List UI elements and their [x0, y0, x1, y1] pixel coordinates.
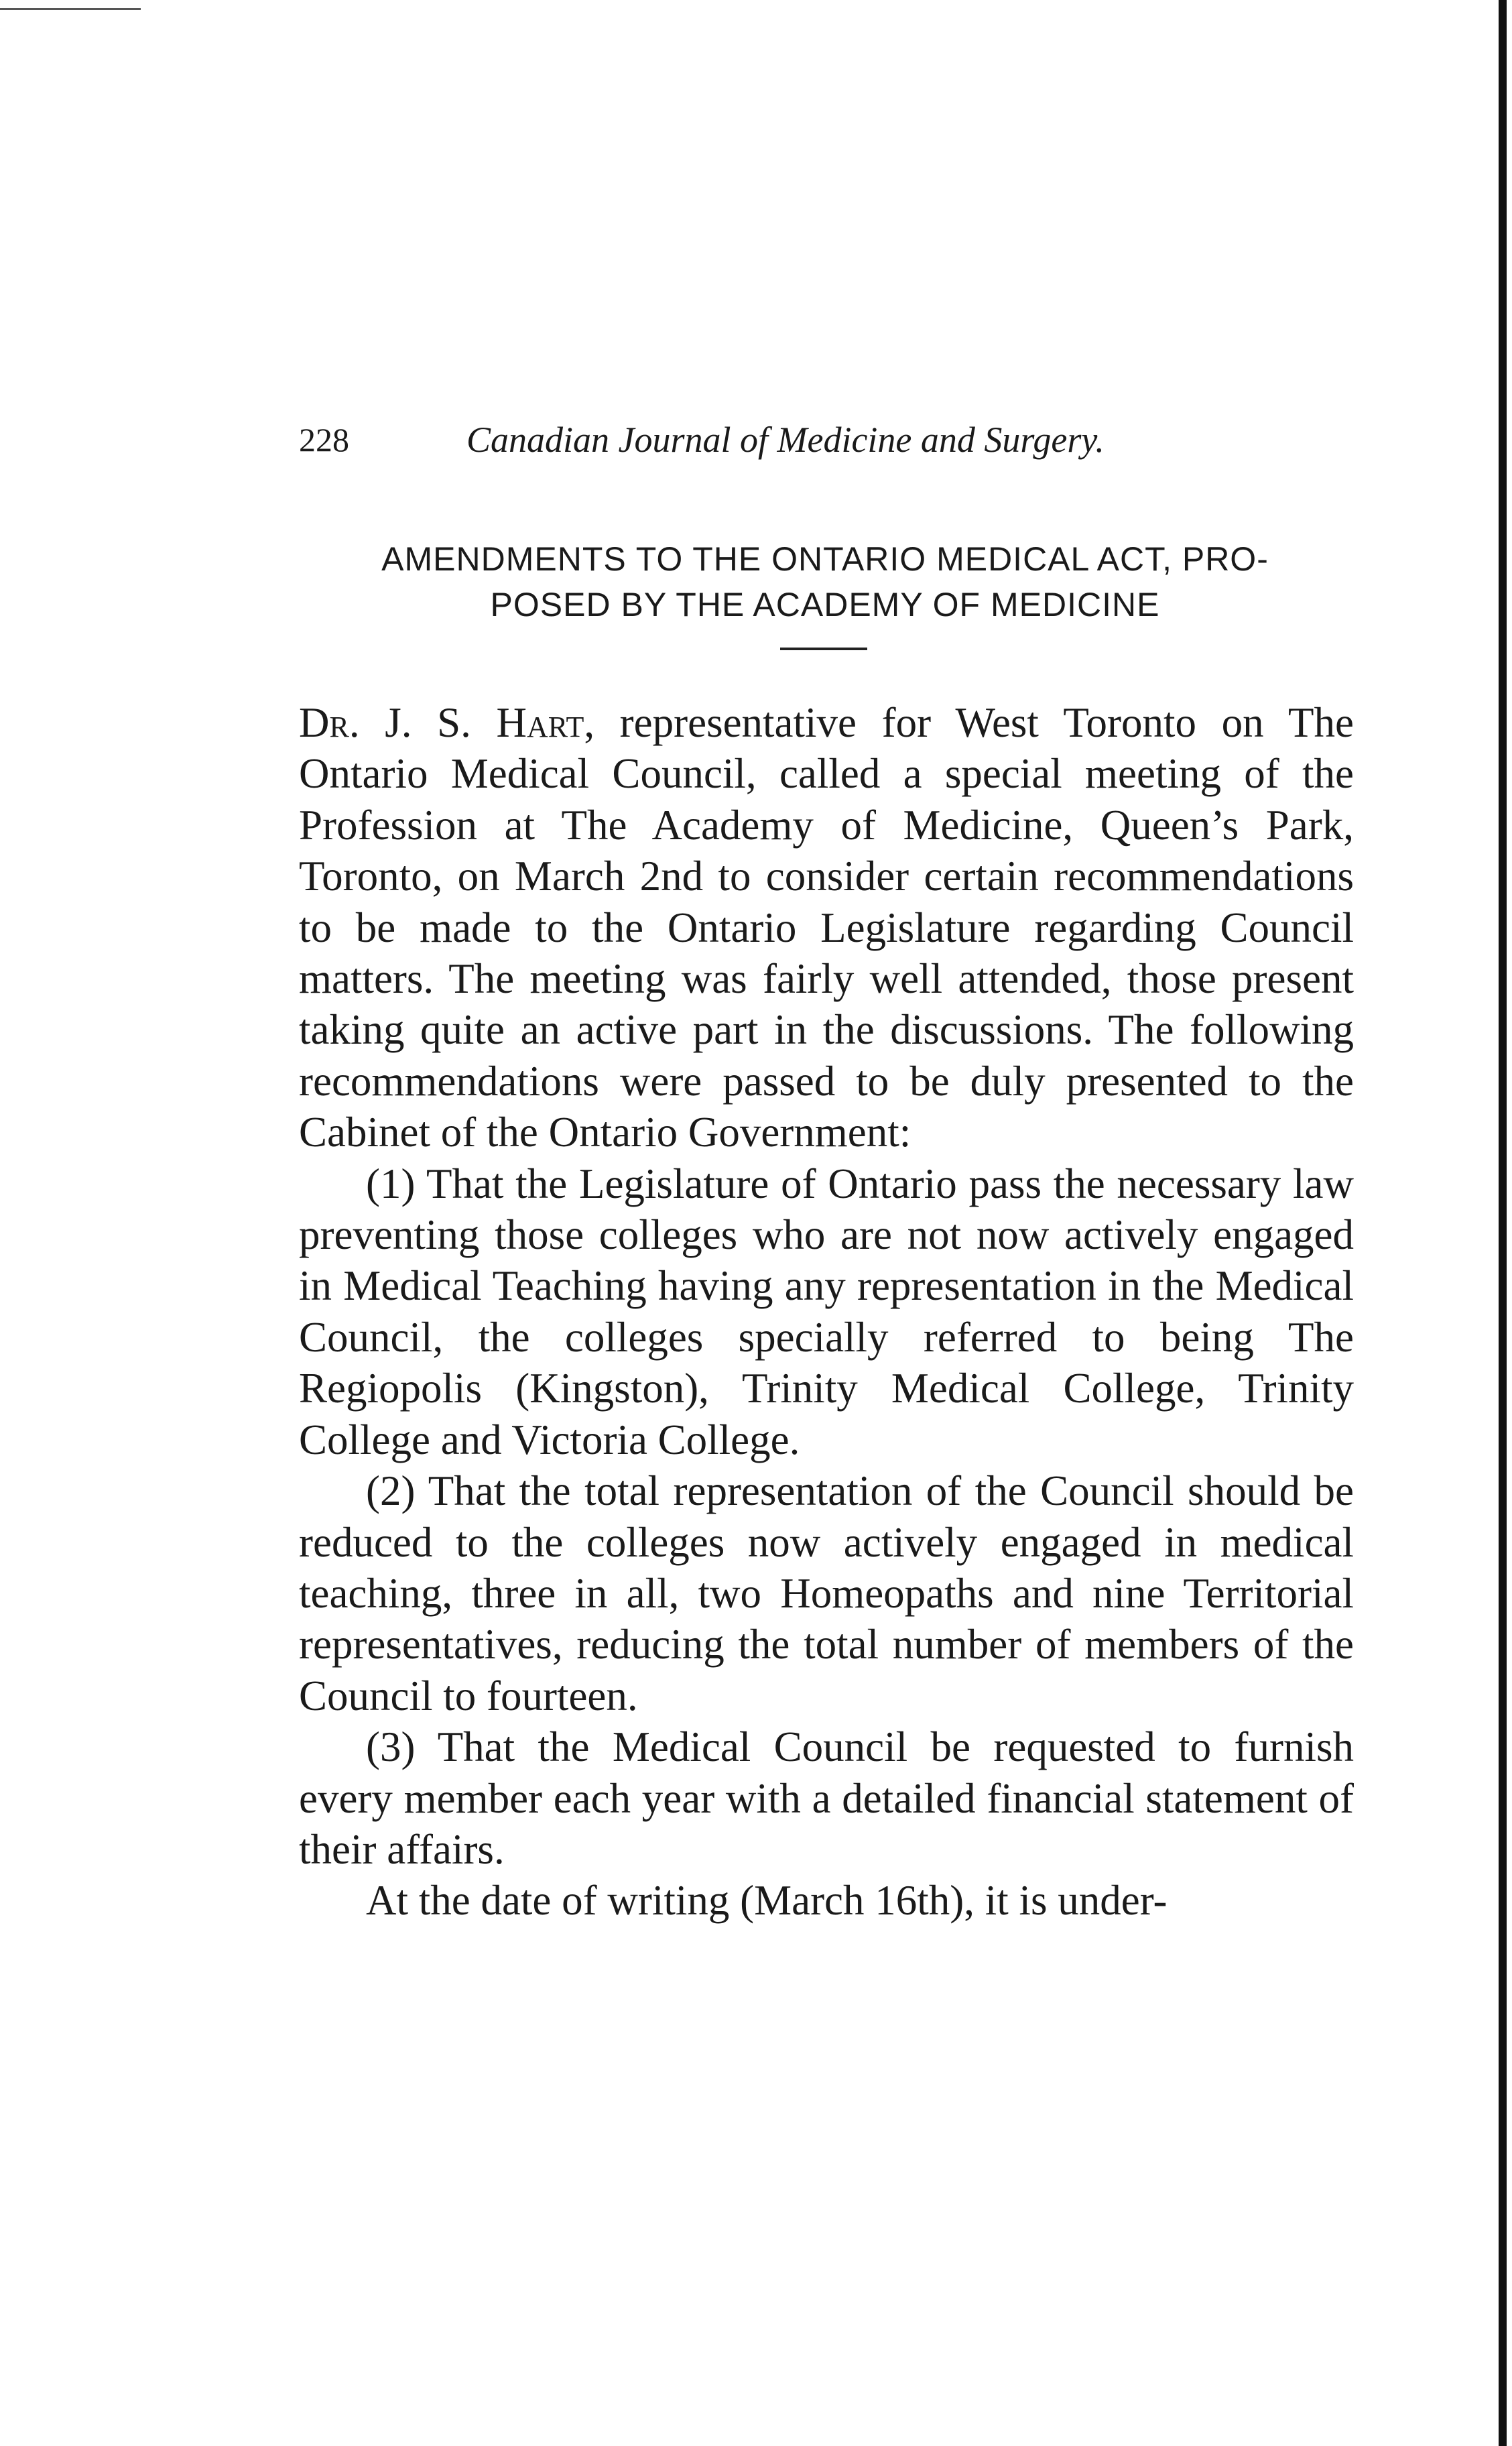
page-header — [299, 420, 1351, 467]
article-title-line-1: AMENDMENTS TO THE ONTARIO MEDICAL ACT, PRO- — [381, 540, 1269, 578]
paragraph-recommendation-2: (2) That the total representation of the Council should be reduced to the colleges now actively engaged in medical teaching, three in all, two Homeopaths and nine Territorial representatives, reducing the total number of members of the Council to fourteen. — [299, 1467, 1354, 1719]
paragraph-intro — [299, 697, 1354, 1158]
scan-right-edge — [1499, 0, 1507, 2446]
paragraph-intro-text: representative for West Toronto on The Ontario Medical Council, called a special meeting of the Profession at The Academy of Medicine, Queen’s Park, Toronto, on March 2nd to consider certain recommendations to be made to the Ontario Legislature regarding Council matters. The meeting was fairly well attended, those present taking quite an active part in the discussions. The following recommendations were passed to be duly presented to the Cabinet of the Ontario Government: — [299, 699, 1354, 1156]
paragraph-closing: At the date of writing (March 16th), it is under- — [366, 1877, 1168, 1924]
title-divider — [780, 648, 867, 650]
author-name: Dr. J. S. Hart, — [299, 699, 595, 746]
article-body — [299, 697, 1354, 1927]
running-title: Canadian Journal of Medicine and Surgery. — [466, 420, 1105, 460]
paragraph-recommendation-3: (3) That the Medical Council be requested to furnish every member each year with a detailed financial statement of their affairs. — [299, 1723, 1354, 1873]
scan-top-rule — [0, 8, 141, 10]
article-title — [299, 536, 1351, 627]
page-number: 228 — [299, 421, 349, 458]
paragraph-recommendation-1: (1) That the Legislature of Ontario pass the necessary law preventing those colleges who are not now actively engaged in Medical Teaching having any representation in the Medical Council, the colleges specially referred to being The Regiopolis (Kingston), Trinity Medical College, Trinity College and Victoria College. — [299, 1160, 1354, 1463]
article-title-line-2: POSED BY THE ACADEMY OF MEDICINE — [490, 586, 1160, 623]
